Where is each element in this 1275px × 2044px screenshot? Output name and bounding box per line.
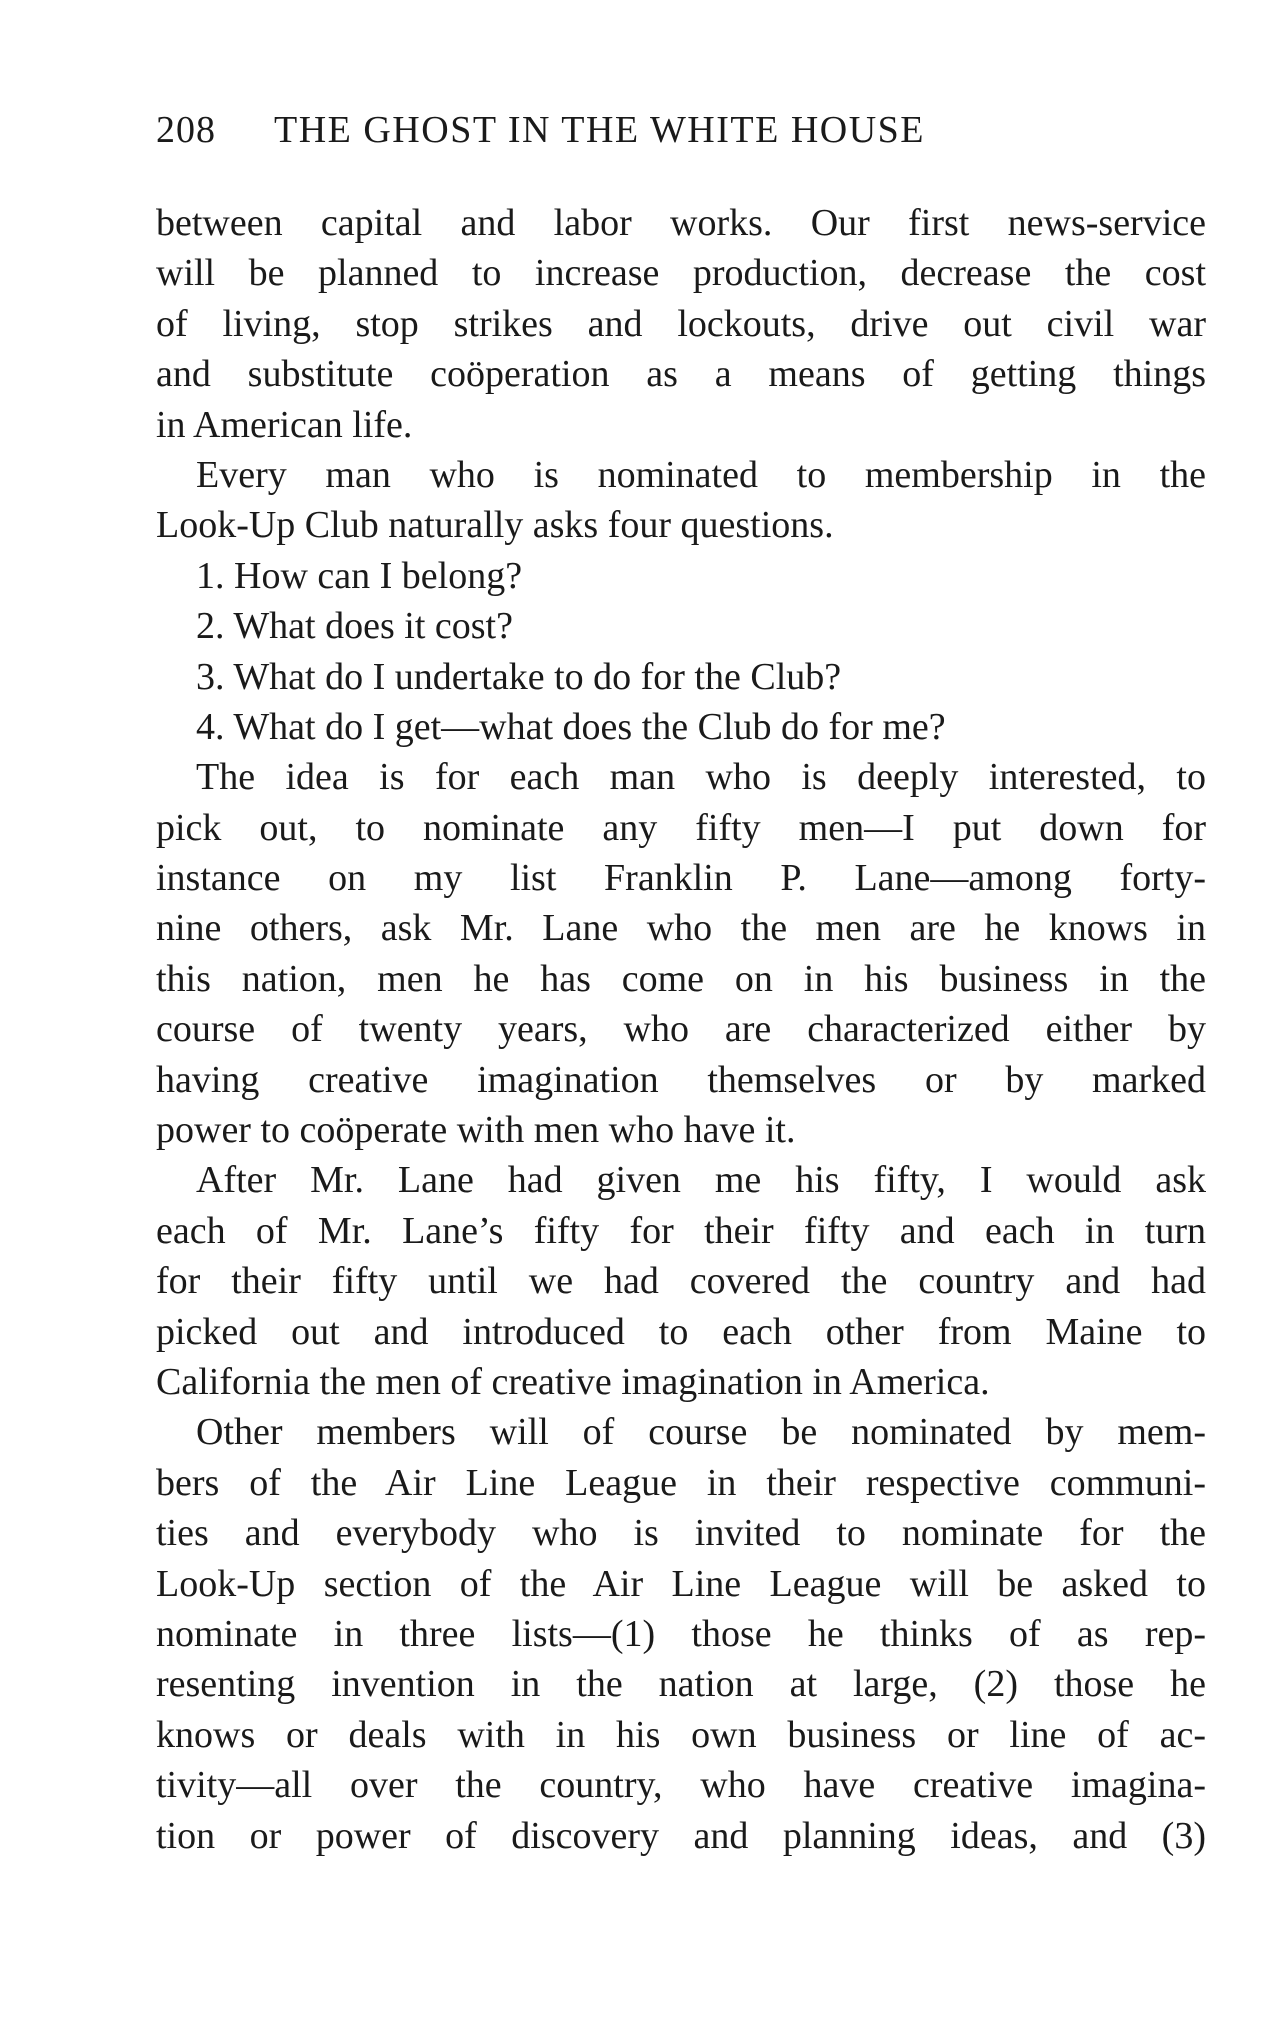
text-line: instance on my list Franklin P. Lane—among forty- [156, 857, 1206, 900]
body-text [156, 198, 1206, 1861]
list-item: 1. How can I belong? [196, 554, 523, 597]
text-line: Other members will of course be nominated by mem- [196, 1411, 1206, 1454]
text-line: The idea is for each man who is deeply interested, to [196, 756, 1206, 799]
text-line: pick out, to nominate any fifty men—I put down for [156, 806, 1206, 849]
text-line: knows or deals with in his own business or line of ac- [156, 1713, 1206, 1756]
text-line: After Mr. Lane had given me his fifty, I would ask [196, 1159, 1206, 1202]
text-line: of living, stop strikes and lockouts, drive out civil war [156, 302, 1206, 345]
text-line: California the men of creative imagination in America. [156, 1360, 990, 1403]
text-line: tion or power of discovery and planning ideas, and (3) [156, 1814, 1206, 1857]
text-line: in American life. [156, 403, 413, 446]
text-line: this nation, men he has come on in his business in the [156, 957, 1206, 1000]
list-item: 2. What does it cost? [196, 605, 513, 648]
text-line: nine others, ask Mr. Lane who the men are he knows in [156, 907, 1206, 950]
text-line: and substitute coöperation as a means of getting things [156, 353, 1206, 396]
running-head [156, 108, 1206, 164]
text-line: will be planned to increase production, decrease the cost [156, 252, 1206, 295]
list-item: 4. What do I get—what does the Club do for me? [196, 705, 946, 748]
text-line: course of twenty years, who are characterized either by [156, 1008, 1206, 1051]
text-line: tivity—all over the country, who have creative imagina- [156, 1764, 1206, 1807]
text-line: nominate in three lists—(1) those he thinks of as rep- [156, 1612, 1206, 1655]
text-line: picked out and introduced to each other from Maine to [156, 1310, 1206, 1353]
text-line: between capital and labor works. Our first news-service [156, 202, 1206, 244]
list-item: 3. What do I undertake to do for the Club? [196, 655, 842, 698]
book-page [156, 108, 1206, 1861]
text-line: Look-Up section of the Air Line League will be asked to [156, 1562, 1206, 1605]
text-line: for their fifty until we had covered the country and had [156, 1260, 1206, 1303]
text-line: bers of the Air Line League in their respective communi- [156, 1461, 1206, 1504]
running-title: THE GHOST IN THE WHITE HOUSE [274, 109, 926, 151]
text-line: having creative imagination themselves or by marked [156, 1058, 1206, 1101]
text-line: Look-Up Club naturally asks four questions. [156, 504, 834, 547]
text-line: ties and everybody who is invited to nominate for the [156, 1512, 1206, 1555]
text-line: resenting invention in the nation at large, (2) those he [156, 1663, 1206, 1706]
text-line: each of Mr. Lane’s fifty for their fifty and each in turn [156, 1209, 1206, 1252]
text-line: power to coöperate with men who have it. [156, 1109, 796, 1152]
text-line: Every man who is nominated to membership in the [196, 453, 1206, 496]
page-number: 208 [156, 109, 216, 151]
